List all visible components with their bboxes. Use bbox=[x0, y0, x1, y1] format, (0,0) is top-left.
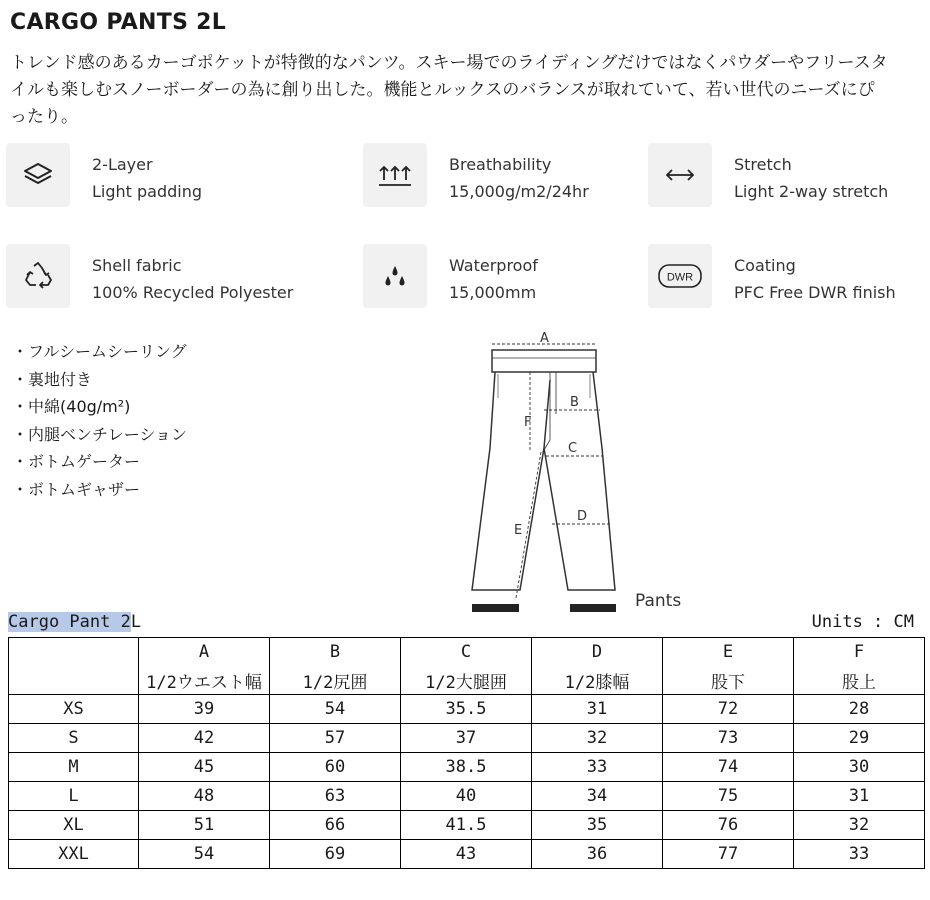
product-description: トレンド感のあるカーゴポケットが特徴的なパンツ。スキー場でのライディングだけではなくパウダーやフリースタイルも楽しむスノーボーダーの為に創り出した。機能とルックスのバランスが取れていて、若い世代のニーズにぴったり。 bbox=[10, 53, 888, 127]
table-cell: 66 bbox=[270, 811, 401, 840]
table-cell: 35 bbox=[532, 811, 663, 840]
table-cell: 72 bbox=[663, 695, 794, 724]
table-letter-row bbox=[9, 638, 925, 667]
table-cell: 73 bbox=[663, 724, 794, 753]
hem-right bbox=[570, 604, 616, 612]
feature-value: PFC Free DWR finish bbox=[734, 283, 896, 302]
bullet-item: ・ 裏地付き bbox=[12, 366, 187, 394]
table-row bbox=[9, 811, 925, 840]
feature-stretch bbox=[648, 143, 888, 207]
table-cell: 31 bbox=[532, 695, 663, 724]
feature-value: Light padding bbox=[92, 182, 203, 201]
table-cell: 42 bbox=[139, 724, 270, 753]
table-row bbox=[9, 782, 925, 811]
table-cell: 35.5 bbox=[401, 695, 532, 724]
feature-title: Stretch bbox=[734, 155, 792, 174]
table-cell: 股下 bbox=[663, 666, 794, 695]
pants-measurement-diagram bbox=[440, 328, 700, 618]
caption-rest: L bbox=[130, 612, 142, 632]
feature-title: 2-Layer bbox=[92, 155, 153, 174]
table-cell: 33 bbox=[532, 753, 663, 782]
water-drops-icon bbox=[363, 244, 427, 308]
table-cell: 39 bbox=[139, 695, 270, 724]
table-cell: 76 bbox=[663, 811, 794, 840]
feature-bullet-list bbox=[12, 338, 187, 503]
table-cell: 股上 bbox=[794, 666, 925, 695]
table-cell: 37 bbox=[401, 724, 532, 753]
bullet-item: ・ ボトムゲーター bbox=[12, 448, 187, 476]
table-cell: 30 bbox=[794, 753, 925, 782]
table-cell: C bbox=[401, 638, 532, 667]
bullet-item: ・ フルシームシーリング bbox=[12, 338, 187, 366]
table-cell: 57 bbox=[270, 724, 401, 753]
table-cell: F bbox=[794, 638, 925, 667]
table-cell: 54 bbox=[270, 695, 401, 724]
table-cell: 51 bbox=[139, 811, 270, 840]
table-cell: 38.5 bbox=[401, 753, 532, 782]
product-title: CARGO PANTS 2L bbox=[10, 10, 227, 35]
table-cell: 1/2ウエスト幅 bbox=[139, 666, 270, 695]
diagram-label: Pants bbox=[635, 591, 682, 611]
table-cell: B bbox=[270, 638, 401, 667]
feature-2-layer bbox=[6, 143, 202, 207]
table-cell: E bbox=[663, 638, 794, 667]
table-cell: 75 bbox=[663, 782, 794, 811]
table-row bbox=[9, 724, 925, 753]
table-cell: 28 bbox=[794, 695, 925, 724]
table-cell: M bbox=[9, 753, 139, 782]
table-cell: 63 bbox=[270, 782, 401, 811]
bullet-item: ・ 内腿ベンチレーション bbox=[12, 421, 187, 449]
table-cell: 1/2尻囲 bbox=[270, 666, 401, 695]
feature-title: Waterproof bbox=[449, 256, 538, 275]
marker-e: E bbox=[514, 523, 523, 538]
recycle-icon bbox=[6, 244, 70, 308]
table-cell: XXL bbox=[9, 840, 139, 869]
table-cell bbox=[9, 666, 139, 695]
table-row bbox=[9, 695, 925, 724]
table-cell: 31 bbox=[794, 782, 925, 811]
marker-a: A bbox=[540, 331, 549, 346]
table-cell: A bbox=[139, 638, 270, 667]
table-cell: 60 bbox=[270, 753, 401, 782]
table-cell: 48 bbox=[139, 782, 270, 811]
layers-icon bbox=[6, 143, 70, 207]
feature-value: 15,000g/m2/24hr bbox=[449, 182, 589, 201]
hem-left bbox=[472, 604, 519, 612]
table-cell: 41.5 bbox=[401, 811, 532, 840]
table-cell: D bbox=[532, 638, 663, 667]
caption-highlighted: Cargo Pant 2 bbox=[8, 612, 131, 632]
table-cell: 45 bbox=[139, 753, 270, 782]
feature-title: Shell fabric bbox=[92, 256, 182, 275]
table-cell: 40 bbox=[401, 782, 532, 811]
table-cell: XS bbox=[9, 695, 139, 724]
feature-title: Breathability bbox=[449, 155, 552, 174]
feature-shell-fabric bbox=[6, 244, 293, 308]
breathability-arrows-icon bbox=[363, 143, 427, 207]
table-cell: 36 bbox=[532, 840, 663, 869]
feature-value: Light 2-way stretch bbox=[734, 182, 889, 201]
marker-d: D bbox=[577, 509, 588, 524]
table-cell: 77 bbox=[663, 840, 794, 869]
table-cell bbox=[9, 638, 139, 667]
table-cell: 43 bbox=[401, 840, 532, 869]
table-cell: 1/2大腿囲 bbox=[401, 666, 532, 695]
bullet-item: ・ ボトムギャザー bbox=[12, 476, 187, 504]
table-row bbox=[9, 840, 925, 869]
table-cell: 1/2膝幅 bbox=[532, 666, 663, 695]
table-cell: 74 bbox=[663, 753, 794, 782]
table-cell: S bbox=[9, 724, 139, 753]
table-cell: L bbox=[9, 782, 139, 811]
table-cell: XL bbox=[9, 811, 139, 840]
marker-c: C bbox=[568, 441, 578, 456]
table-row bbox=[9, 753, 925, 782]
table-header-row bbox=[9, 666, 925, 695]
marker-b: B bbox=[570, 395, 579, 410]
marker-f: F bbox=[524, 415, 532, 430]
stretch-arrow-icon bbox=[648, 143, 712, 207]
dwr-badge-text: DWR bbox=[666, 271, 694, 284]
feature-waterproof bbox=[363, 244, 538, 308]
feature-value: 15,000mm bbox=[449, 283, 537, 302]
table-cell: 34 bbox=[532, 782, 663, 811]
table-cell: 33 bbox=[794, 840, 925, 869]
feature-title: Coating bbox=[734, 256, 796, 275]
table-cell: 32 bbox=[794, 811, 925, 840]
feature-coating bbox=[648, 244, 896, 308]
size-table-caption bbox=[8, 612, 141, 632]
feature-breathability bbox=[363, 143, 589, 207]
dwr-badge-icon bbox=[648, 244, 712, 308]
units-label: Units : CM bbox=[811, 612, 914, 632]
bullet-item: ・ 中綿(40g/m²) bbox=[12, 393, 187, 421]
size-table bbox=[8, 637, 925, 869]
table-cell: 29 bbox=[794, 724, 925, 753]
table-cell: 32 bbox=[532, 724, 663, 753]
table-cell: 69 bbox=[270, 840, 401, 869]
feature-value: 100% Recycled Polyester bbox=[92, 283, 294, 302]
table-cell: 54 bbox=[139, 840, 270, 869]
